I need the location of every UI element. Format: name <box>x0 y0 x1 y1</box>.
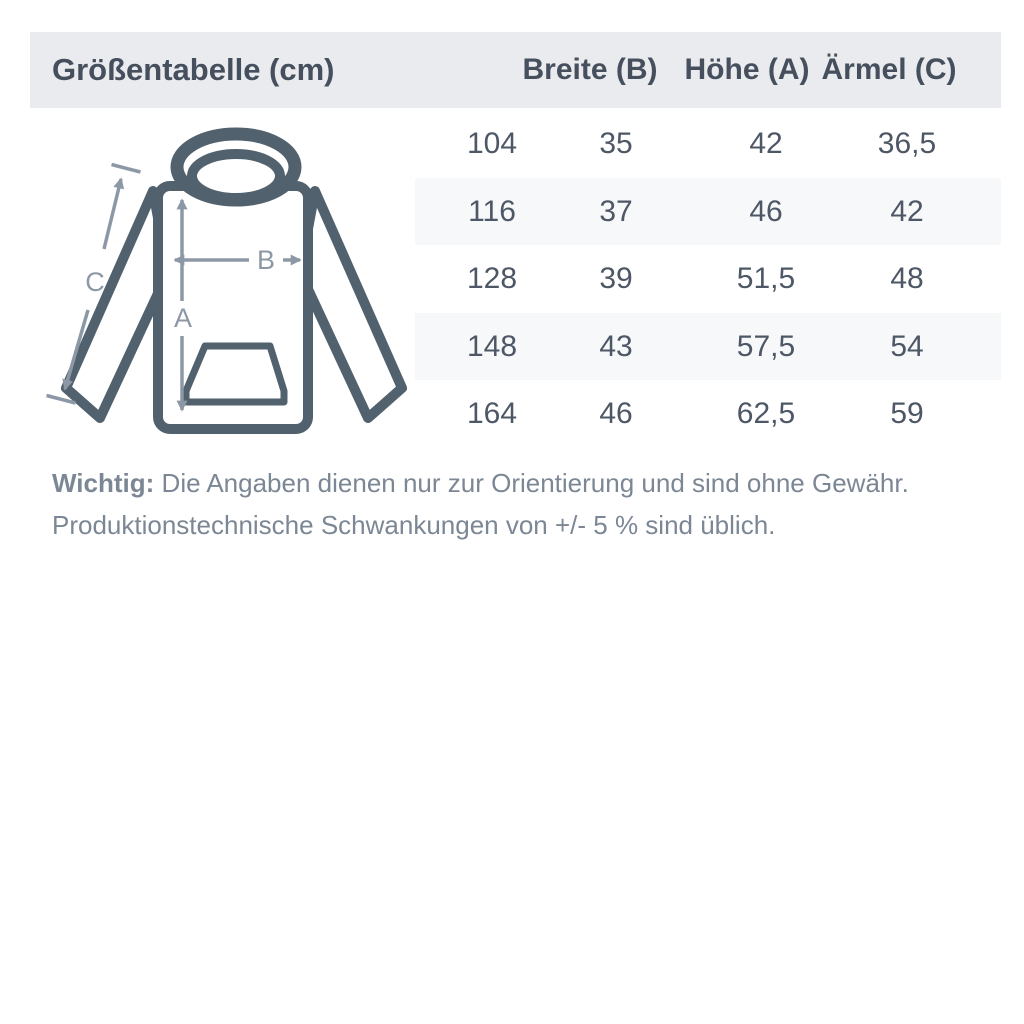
breite-cell: 37 <box>599 194 633 228</box>
height-label: A <box>173 303 193 333</box>
disclaimer-line-1 <box>52 462 972 504</box>
size-cell: 148 <box>466 329 518 363</box>
kangaroo-pocket <box>186 346 284 402</box>
size-cell: 116 <box>468 194 516 228</box>
aermel-cell: 42 <box>890 194 924 228</box>
disclaimer-text-2: Produktionstechnische Schwankungen von +/- 5 % sind üblich. <box>52 510 776 540</box>
column-header-breite: Breite (B) <box>522 53 658 86</box>
column-header-hoehe: Höhe (A) <box>684 53 810 86</box>
hoehe-cell: 62,5 <box>736 397 796 430</box>
size-chart-header <box>30 32 1001 108</box>
breite-cell: 46 <box>599 397 633 430</box>
size-cell: 104 <box>466 127 518 160</box>
aermel-cell: 48 <box>890 262 924 295</box>
breite-cell: 35 <box>599 127 633 160</box>
disclaimer-line-2 <box>52 504 972 546</box>
hoehe-cell: 51,5 <box>736 262 796 295</box>
hoehe-cell: 42 <box>749 127 783 160</box>
aermel-cell: 54 <box>890 329 924 363</box>
disclaimer-text-1: Die Angaben dienen nur zur Orientierung und sind ohne Gewähr. <box>154 468 909 498</box>
hoehe-cell: 46 <box>749 194 783 228</box>
width-label: B <box>256 245 276 275</box>
table-row <box>415 313 1001 381</box>
table-row <box>415 110 1001 178</box>
hoehe-cell: 57,5 <box>736 329 796 363</box>
hoodie-diagram-icon <box>40 125 420 445</box>
right-sleeve <box>300 191 402 418</box>
breite-cell: 43 <box>599 329 633 363</box>
aermel-cell: 36,5 <box>877 127 937 160</box>
size-cell: 164 <box>466 397 518 430</box>
sleeve-label: C <box>85 267 105 297</box>
table-row <box>415 380 1001 448</box>
size-table <box>415 110 1001 448</box>
column-header-aermel: Ärmel (C) <box>821 53 957 86</box>
size-cell: 128 <box>466 262 518 295</box>
chart-title: Größentabelle (cm) <box>52 52 335 87</box>
breite-cell: 39 <box>599 262 633 295</box>
aermel-cell: 59 <box>890 397 924 430</box>
table-row <box>415 245 1001 313</box>
disclaimer-bold-prefix: Wichtig: <box>52 468 155 498</box>
disclaimer-note <box>52 462 972 546</box>
table-row <box>415 178 1001 246</box>
left-sleeve <box>66 191 168 418</box>
